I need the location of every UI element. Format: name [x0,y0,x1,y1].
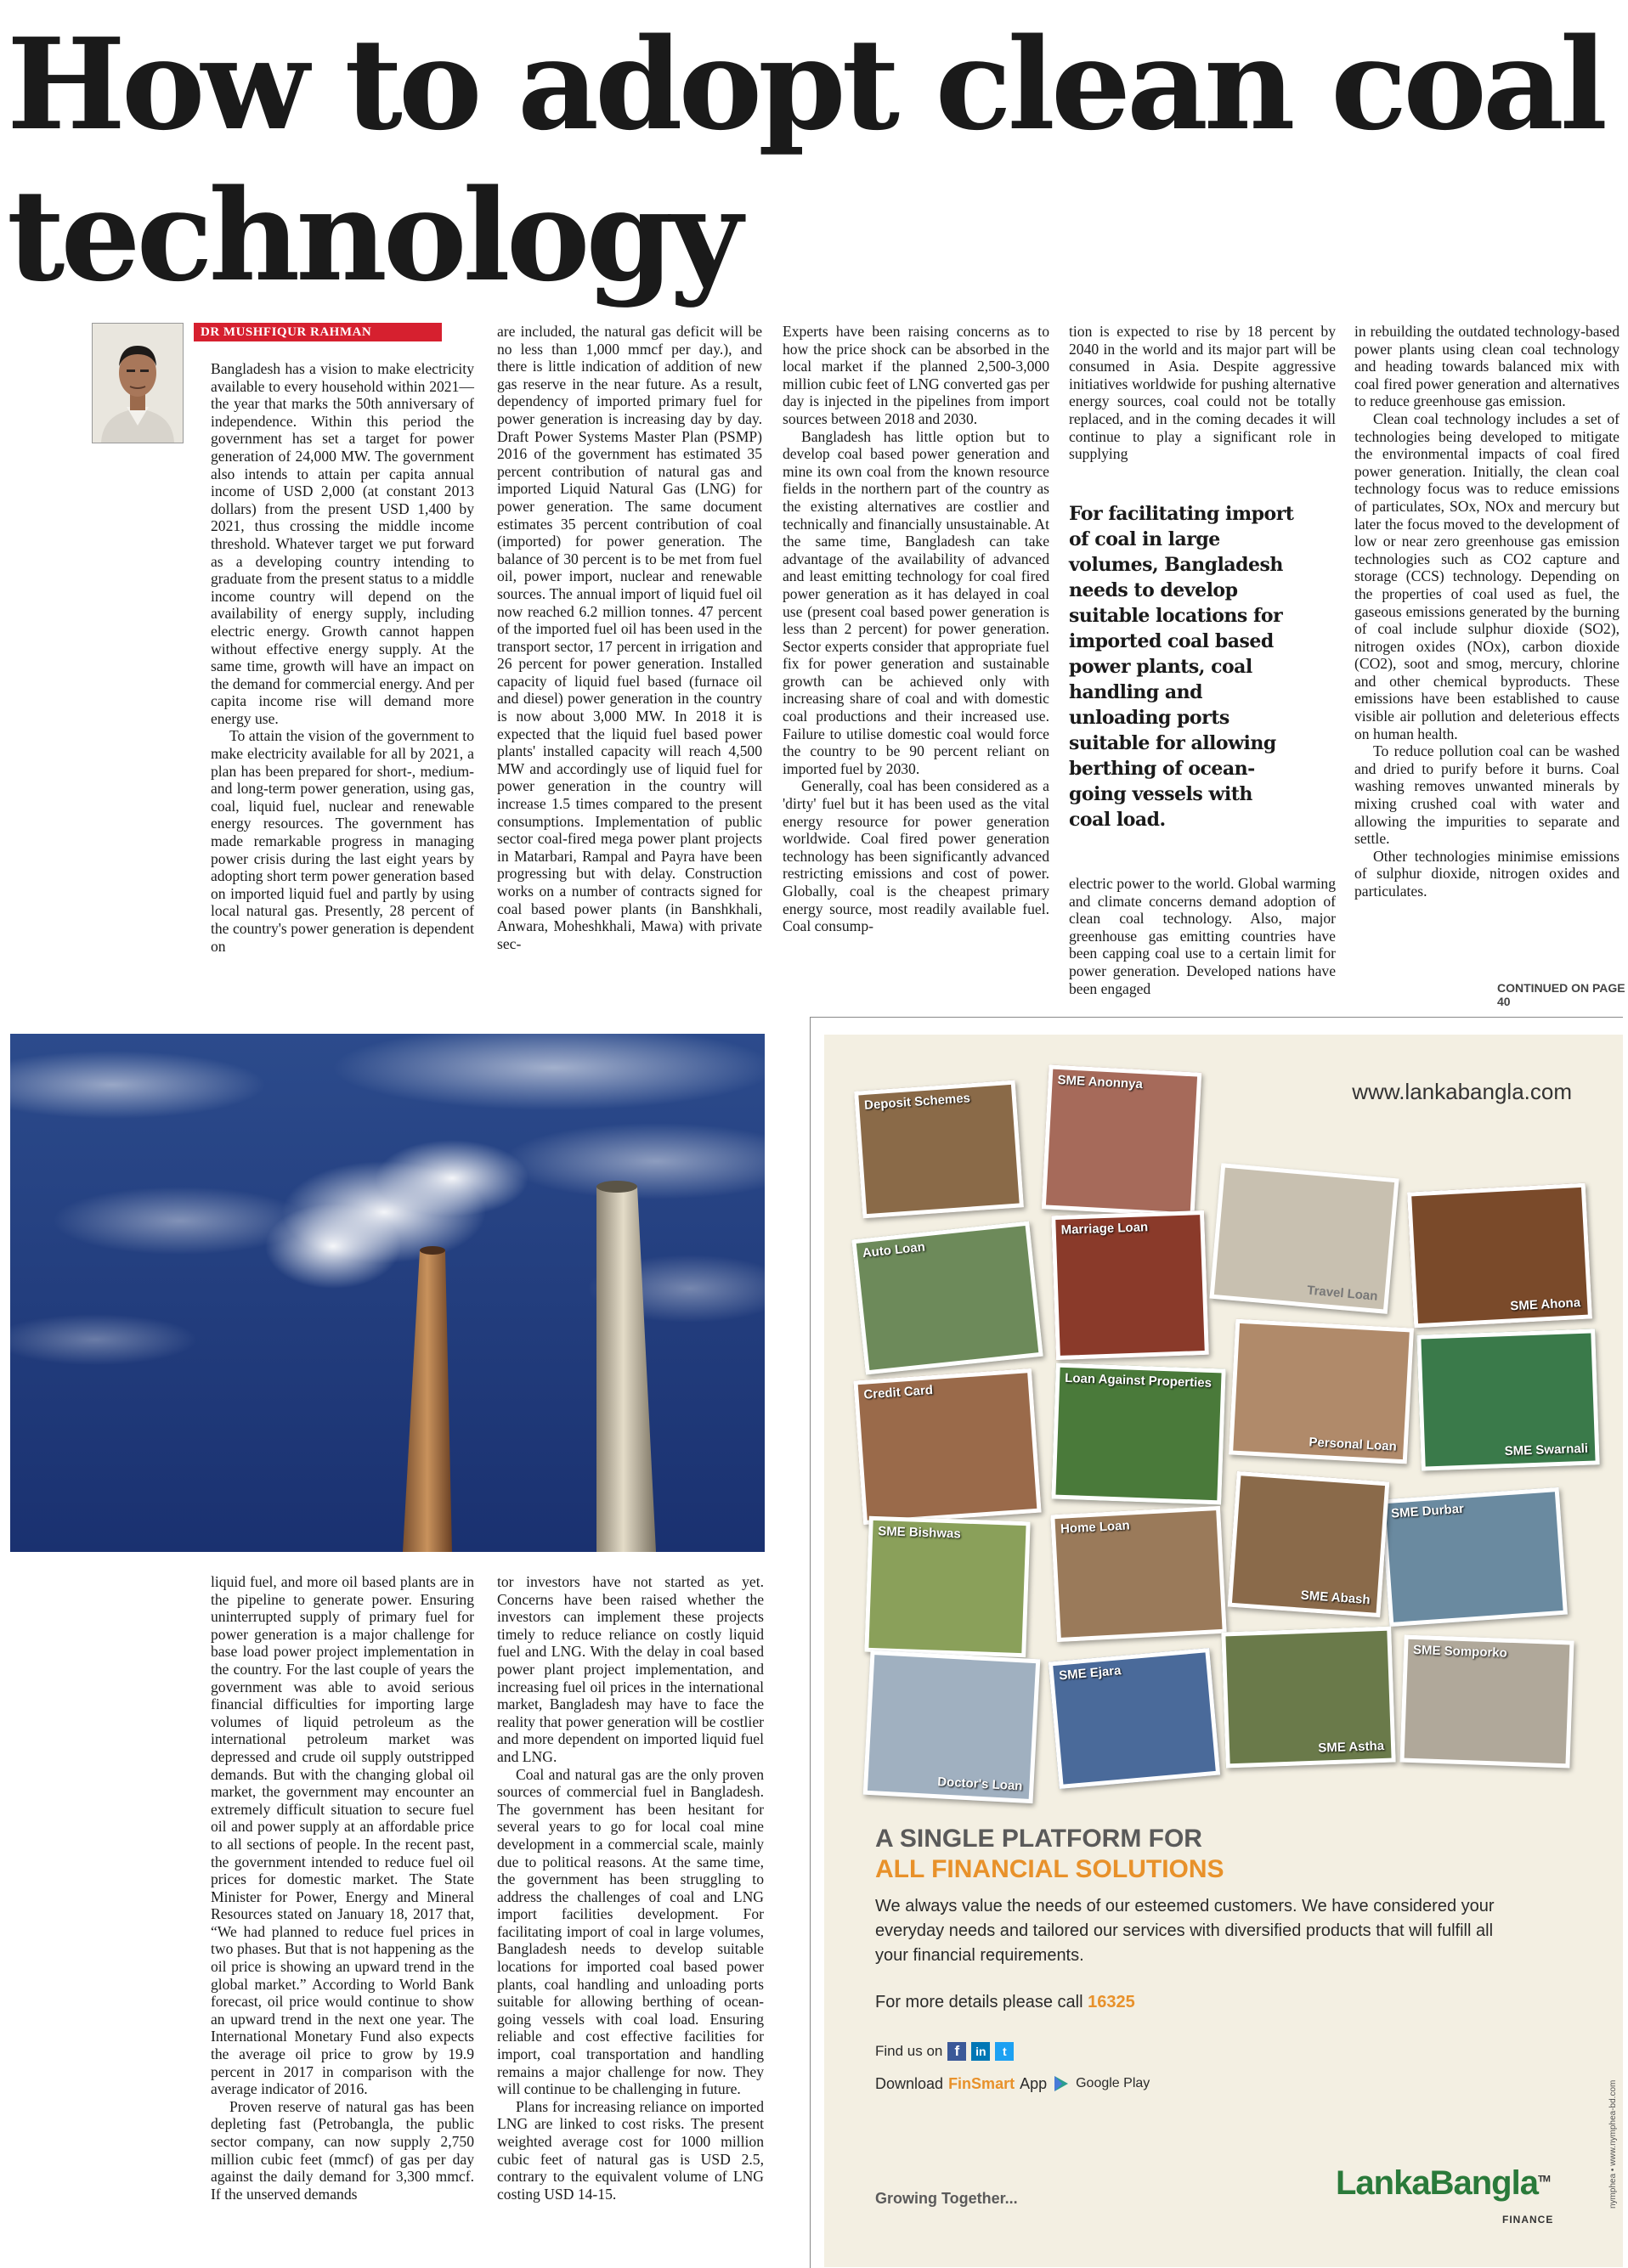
article-column-6 [211,1573,474,2203]
ad-social-row [875,2042,1014,2061]
paragraph: are included, the natural gas deficit will be no less than 1,000 mmcf per day.), and there is little indication of addition of new gas reserve in the near future. As a result, dependency of imported primary fuel for power generation is increasing day by day. Draft Power Systems Master Plan (PSMP) 2016 of the government has estimated 35 percent contribution of natural gas and imported Liquid Natural Gas (LNG) for power generation. The same document estimates 35 percent contribution of coal (imported) for power generation. The balance of 30 percent is to be met from fuel oil, power import, nuclear and renewable sources. The annual import of liquid fuel oil now reached 6.2 million tonnes. 47 percent of the imported fuel oil has been used in the transport sector, 17 percent in irrigation and 26 percent for power generation. Installed capacity of liquid fuel based (furnace oil and diesel) power generation in the country is now about 3,000 MW. In 2018 it is expected that the liquid fuel based power plants' installed capacity will reach 4,500 MW and accordingly use of liquid fuel for power generation in the country will increase 1.5 times compared to the present consumptions. Implementation of public sector coal-fired mega power plant projects in Matarbari, Rampal and Payra have been progressing but with delay. Construction works on a number of contracts signed for coal based power plants (in Banshkhali, Anwara, Moheshkhali, Mawa) with private sec- [497,323,762,952]
author-portrait-icon [93,324,183,443]
ad-credit-text: nymphea • www.nymphea-bd.com [1608,2079,1618,2209]
tile-label: SME Anonnya [1057,1072,1144,1092]
smokestack-image-icon [10,1034,765,1552]
article-column-3 [783,323,1049,935]
google-play-label[interactable]: Google Play [1076,2076,1150,2090]
tile-label: Credit Card [862,1383,934,1402]
ad-headline-2: ALL FINANCIAL SOLUTIONS [875,1855,1224,1883]
tile-label: SME Ejara [1058,1663,1122,1684]
download-app-name: FinSmart [948,2074,1015,2092]
tile-label: SME Durbar [1390,1501,1465,1521]
tile-sme-swarnali[interactable] [1416,1329,1599,1470]
paragraph: Clean coal technology includes a set of technologies being developed to mitigate the environmental impacts of coal fired power generation. Initially, the clean coal technology focus was to reduce emissions of particulates, SOx, NOx and mercury but later the focus moved to the development of low or near zero greenhouse gas emission technologies such as CO2 capture and storage (CCS) technology. Depending on the properties of coal used as fuel, the gaseous emissions generated by the burning of coal include sulphur dioxide (SO2), nitrogen oxides (NOx), carbon dioxide (CO2), soot and smog, mercury, chlorine and other chemical byproducts. These emissions have been established to cause visible air pollution and deleterious effects on human health. [1354,409,1620,742]
find-us-label: Find us on [875,2043,943,2059]
tile-personal-loan[interactable] [1229,1319,1414,1464]
paragraph: tion is expected to rise by 18 percent by 2040 in the world and its major part will be consumed in Asia. Despite aggressive initiatives worldwide for pushing alternative energy sources, coal could not be totally replaced, and in the coming decades it will continue to play a significant role in supplying [1069,323,1336,463]
tile-sme-ahona[interactable] [1407,1183,1592,1329]
author-photo [92,323,184,443]
tile-label: SME Abash [1300,1588,1371,1608]
tile-sme-abash[interactable] [1228,1471,1390,1617]
pull-quote: For facilitating import of coal in large volumes, Bangladesh needs to develop suitable locations for imported coal based power plants, coal handling and unloading ports suitable for allowing berthing of ocean-going vessels with coal load. [1069,503,1294,831]
article-column-5 [1354,323,1620,900]
ad-download-row [875,2074,1150,2093]
paragraph: Plans for increasing reliance on imported LNG are linked to cost risks. The present weighted average cost for 1000 million cubic feet of natural gas is USD 2.5, contrary to the equivalent volume of LNG costing USD 14-15. [497,2097,764,2203]
headline-line1: How to adopt clean coal [7,10,1604,158]
ad-headline-1: A SINGLE PLATFORM FOR [875,1825,1202,1853]
ad-call-line [875,1993,1135,2012]
paragraph: To reduce pollution coal can be washed and dried to purify before it burns. Coal washing removes unwanted minerals by mixing crushed coal with water and allowing the impurities to separate and settle. [1354,742,1620,848]
tile-credit-card[interactable] [853,1368,1041,1525]
tile-label: Doctor's Loan [936,1774,1023,1794]
paragraph: Bangladesh has little option but to develop coal based power generation and mine its own coal from the known resource fields in the northern part of the country as the existing alternatives are costlier and technically and financially unsustainable. At the same time, Bangladesh can take advantage of the availability of advanced and least emitting technology for coal fired power generation as it has delayed in coal use (present coal based power generation is less than 2 percent) for power generation. Sector experts consider that appropriate fuel fix for power generation and sustainable growth can be achieved only with increasing share of coal and with domestic coal productions and their increased use. Failure to utilise domestic coal would force the country to be 90 percent reliant on imported fuel by 2030. [783,427,1049,777]
tile-sme-astha[interactable] [1221,1627,1395,1769]
ad-url[interactable]: www.lankabangla.com [1352,1079,1572,1104]
twitter-icon[interactable]: t [995,2042,1014,2061]
paragraph: Proven reserve of natural gas has been depleting fast (Petrobangla, the public sector company, can now supply 2,750 million cubic feet (mmcf) of gas per day against the daily demand for 3,300 mmcf. If the unserved demands [211,2097,474,2203]
tile-sme-bishwas[interactable] [864,1516,1030,1658]
headline-line2: technology [7,161,738,309]
tile-sme-somporko[interactable] [1399,1635,1574,1769]
paragraph: To attain the vision of the government to make electricity available for all by 2021, a plan has been prepared for short-, medium- and long-term power generation, using gas, coal, liquid fuel, nuclear and renewable energy resources. The government has made remarkable progress in managing power crisis during the last eight years by adopting short term power generation based on imported liquid fuel and partly by using local natural gas. Presently, 28 percent of the country's power generation is dependent on [211,727,474,955]
ad-body: We always value the needs of our esteemed customers. We have considered your everyday needs and tailored our services with diversified products that will fulfill all your financial requirements. [875,1897,1495,1965]
paragraph: liquid fuel, and more oil based plants are in the pipeline to generate power. Ensuring uninterrupted supply of primary fuel for power generation is a major challenge for base load power project implementation in the country. For the last couple of years the government was able to avoid serious financial difficulties for importing large volumes of liquid petroleum as the international petroleum market was depressed and crude oil supply outstripped demands. But with the changing global oil market, the government may encounter an extremely difficult situation to secure fuel oil and power supply at an affordable price to all sections of people. In the recent past, the government intended to reduce fuel oil prices for domestic market. The State Minister for Power, Energy and Mineral Resources stated on January 18, 2017 that, “We had planned to reduce fuel prices in two phases. But that is not happening as the oil price is showing an upward trend in the global market.” According to World Bank forecast, oil price would continue to show an upward trend in the next one year. The International Monetary Fund also expects the average oil price to grow by 19.9 percent in 2017 in comparison with the average indicator of 2016. [211,1573,474,2098]
article-column-4-top [1069,323,1336,463]
paragraph: in rebuilding the outdated technology-based power plants using clean coal technology and heading towards balanced mix with coal fired power generation and alternatives to reduce greenhouse gas emission. [1354,323,1620,410]
article-column-7 [497,1573,764,2203]
tile-label: Auto Loan [862,1239,926,1261]
smokestack-photo [10,1034,765,1552]
tile-sme-durbar[interactable] [1381,1487,1568,1627]
continued-label: CONTINUED ON PAGE 40 [1497,981,1625,1008]
tile-deposit-schemes[interactable] [854,1080,1024,1219]
paragraph: tor investors have not started as yet. Concerns have been raised whether the investors can implement these projects timely to reduce reliance on costly liquid fuel and LNG. With the delay in coal based power plant project implementation, and increasing fuel oil prices in the international market, Bangladesh may have to face the reality that power generation will be costlier and more dependent on imported liquid fuel and LNG. [497,1573,764,1765]
paragraph: Bangladesh has a vision to make electricity available to every household within 2021—the year that marks the 50th anniversary of independence. Within this period the government has set a target for power generation of 24,000 MW. The government also intends to attain per capita annual income of USD 2,000 (at constant 2013 dollars) from the present USD 1,400 by 2021, thus crossing the middle income threshold. Whatever target we put forward as a developing country intending to graduate from the present status to a middle income country will depend on the availability of energy supply, including electric energy. Growth cannot happen without effective energy supply. At the same time, growth will have an impact on the demand for commercial energy. And per capita income rise will demand more energy use. [211,360,474,727]
byline: DR MUSHFIQUR RAHMAN [194,323,442,341]
paragraph: Generally, coal has been considered as a 'dirty' fuel but it has been used as the vital energy resource for power generation worldwide. Coal fired power generation technology has been significantly advanced restricting emissions and cost of power. Globally, coal is the cheapest primary energy source, most readily available fuel. Coal consump- [783,777,1049,935]
tile-loan-against-properties[interactable] [1051,1363,1225,1505]
tile-sme-ejara[interactable] [1049,1648,1220,1789]
tile-label: Deposit Schemes [863,1091,971,1113]
ad-call-number[interactable]: 16325 [1088,1993,1135,2011]
download-pre: Download [875,2074,944,2092]
brand-sub: FINANCE [1502,2214,1554,2226]
ad-tagline: Growing Together... [875,2190,1018,2207]
lankabangla-logo [1336,2164,1550,2203]
tile-label: SME Astha [1318,1738,1385,1756]
article-column-1 [211,360,474,955]
ad-credit [1608,1954,1620,2209]
article-column-2 [497,323,762,952]
paragraph: Experts have been raising concerns as to how the price shock can be absorbed in the local market if the planned 2,500-3,000 million cubic feet of LNG converted gas per day is injected in the pipelines from import sources between 2018 and 2030. [783,323,1049,427]
tile-label: Personal Loan [1309,1435,1398,1454]
paragraph: electric power to the world. Global warming and climate concerns demand adoption of clean coal technology. Also, major greenhouse gas emitting countries have been capping coal use to a certain limit for power generation. Developed nations have been engaged [1069,875,1336,997]
paragraph: Coal and natural gas are the only proven sources of commercial fuel in Bangladesh. The government has been hesitant for several years to go for local coal mine development in a commercial scale, mainly due to political reasons. At the same time, the government has been struggling to address the challenges of coal and LNG import facilities development. For facilitating import of coal in large volumes, Bangladesh needs to develop suitable locations for imported coal based power plants, coal handling and unloading ports suitable for allowing berthing of ocean-going vessels with coal load. Ensuring reliable and cost effective facilities for import, coal transportation and handling remains a major challenge for now. They will continue to be challenging in future. [497,1765,764,2098]
tile-label: SME Bishwas [877,1524,962,1542]
tile-label: Marriage Loan [1060,1220,1149,1238]
brand-name: LankaBangla [1336,2164,1538,2202]
tile-label: SME Ahona [1509,1295,1581,1314]
tile-label: SME Somporko [1412,1642,1508,1661]
brand-tm: TM [1537,2174,1550,2185]
article-column-4-bottom [1069,875,1336,997]
headline [7,8,1621,311]
tile-label: Home Loan [1060,1518,1131,1537]
tile-auto-loan[interactable] [851,1221,1043,1374]
tile-marriage-loan[interactable] [1051,1210,1209,1360]
ad-call-text: For more details please call [875,1993,1083,2011]
tile-home-loan[interactable] [1050,1506,1227,1642]
paragraph: Other technologies minimise emissions of sulphur dioxide, nitrogen oxides and particulates. [1354,847,1620,900]
tile-label: Travel Loan [1306,1283,1379,1304]
lankabangla-advertisement[interactable] [824,1035,1623,2267]
tile-doctors-loan[interactable] [863,1650,1041,1803]
download-post: App [1020,2074,1048,2092]
tile-label: SME Swarnali [1504,1441,1589,1459]
linkedin-icon[interactable]: in [971,2042,990,2061]
facebook-icon[interactable]: f [947,2042,966,2061]
tile-travel-loan[interactable] [1209,1163,1399,1314]
google-play-icon[interactable] [1052,2074,1071,2093]
tile-sme-anonnya[interactable] [1042,1064,1202,1216]
tile-label: Loan Against Properties [1064,1370,1213,1391]
